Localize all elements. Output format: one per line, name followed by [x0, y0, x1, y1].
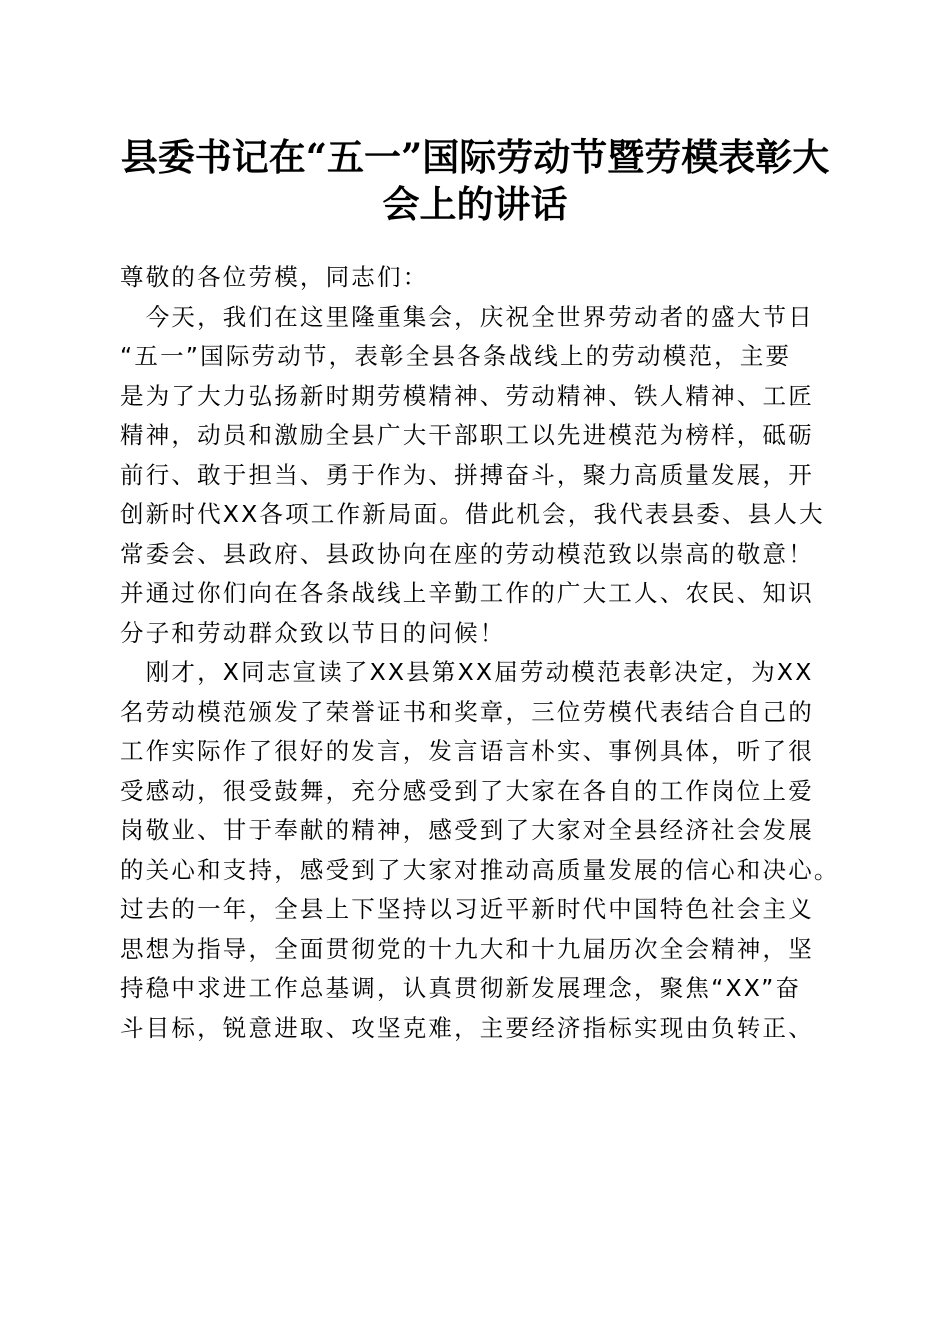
- paragraph-1: [120, 298, 830, 654]
- title-line: 会上的讲话: [382, 182, 568, 226]
- text-line: 并通过你们向在各条战线上辛勤工作的广大工人、农民、知识: [120, 579, 814, 607]
- paragraph-2: [120, 653, 840, 1048]
- text-line: 前行、敢于担当、勇于作为、拼搏奋斗，聚力高质量发展，开: [120, 460, 814, 489]
- text-line: 斗目标，锐意进取、攻坚克难，主要经济指标实现由负转正、: [120, 1013, 814, 1042]
- title-line: 县委书记在“五一”国际劳动节暨劳模表彰大: [120, 135, 830, 179]
- text-line: 创新时代XX各项工作新局面。借此机会，我代表县委、县人大: [120, 500, 825, 528]
- text-line: 常委会、县政府、县政协向在座的劳动模范致以崇高的敬意！: [120, 539, 814, 568]
- text-line: 思想为指导，全面贯彻党的十九大和十九届历次全会精神，坚: [120, 934, 814, 963]
- document-body: [120, 258, 840, 1048]
- salutation: 尊敬的各位劳模，同志们：: [120, 263, 429, 291]
- document-title: [100, 134, 850, 228]
- text-line: 名劳动模范颁发了荣誉证书和奖章，三位劳模代表结合自己的: [120, 697, 814, 726]
- text-line: 工作实际作了很好的发言，发言语言朴实、事例具体，听了很: [120, 737, 814, 765]
- text-line: 岗敬业、甘于奉献的精神，感受到了大家对全县经济社会发展: [120, 816, 814, 844]
- text-line: 持稳中求进工作总基调，认真贯彻新发展理念，聚焦“XX”奋: [120, 974, 802, 1002]
- text-line: 今天，我们在这里隆重集会，庆祝全世界劳动者的盛大节日: [120, 302, 814, 331]
- text-line: 分子和劳动群众致以节日的问候！: [120, 618, 506, 647]
- text-line: 刚才，X同志宣读了XX县第XX届劳动模范表彰决定，为XX: [120, 658, 814, 686]
- text-line: 精神，动员和激励全县广大干部职工以先进模范为榜样，砥砺: [120, 421, 814, 449]
- text-line: “五一”国际劳动节，表彰全县各条战线上的劳动模范，主要: [120, 342, 792, 370]
- text-line: 过去的一年，全县上下坚持以习近平新时代中国特色社会主义: [120, 895, 814, 923]
- text-line: 是为了大力弘扬新时期劳模精神、劳动精神、铁人精神、工匠: [120, 381, 814, 410]
- text-line: 受感动，很受鼓舞，充分感受到了大家在各自的工作岗位上爱: [120, 776, 814, 805]
- text-line: 的关心和支持，感受到了大家对推动高质量发展的信心和决心。: [120, 855, 840, 884]
